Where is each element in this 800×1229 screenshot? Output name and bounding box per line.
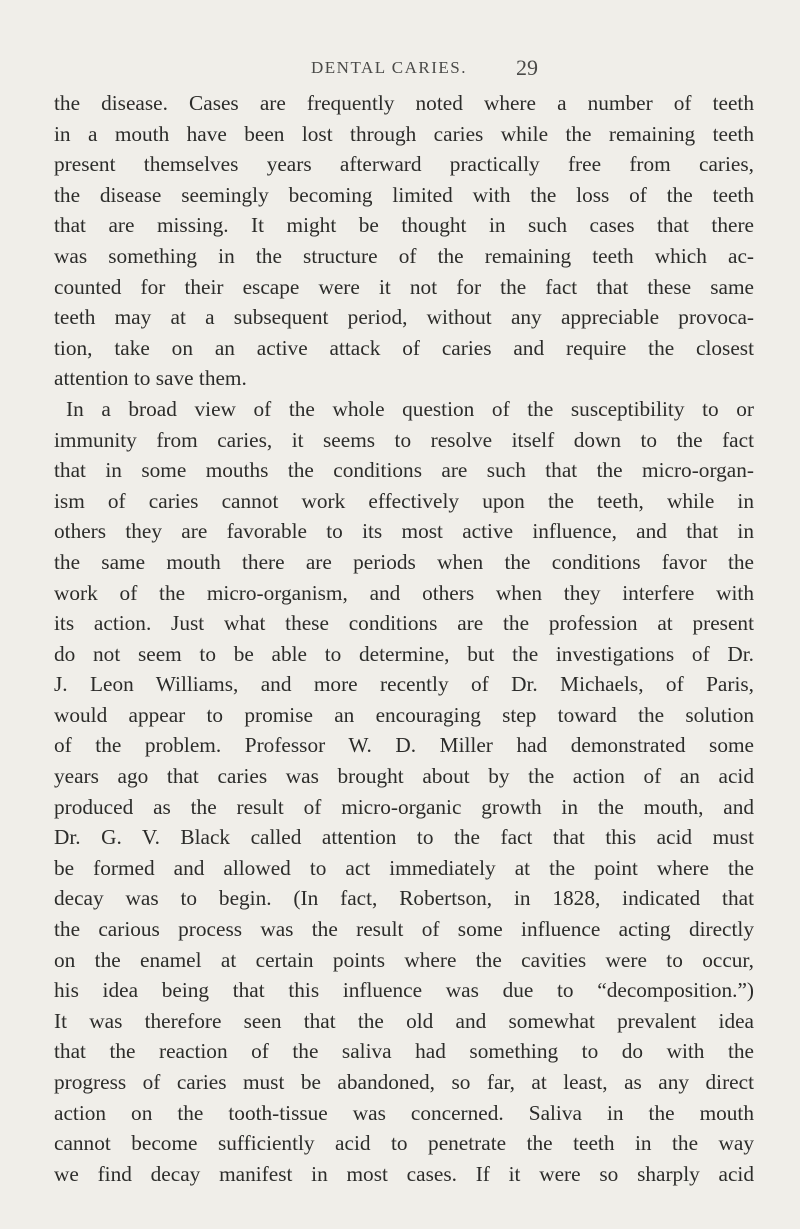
body-text bbox=[54, 88, 754, 1189]
running-title: DENTAL CARIES. bbox=[311, 58, 467, 77]
text-line: of the problem. Professor W. D. Miller had demonstrated some bbox=[54, 733, 754, 758]
text-line: would appear to promise an encouraging step toward the solution bbox=[54, 702, 754, 727]
text-line: work of the micro-organism, and others when they interfere with bbox=[54, 580, 754, 605]
text-line: cannot become sufficiently acid to penetrate the teeth in the way bbox=[54, 1131, 754, 1156]
text-line: in a mouth have been lost through caries while the remaining teeth bbox=[54, 121, 754, 146]
text-line: teeth may at a subsequent period, without any appreciable provoca- bbox=[54, 305, 754, 330]
text-line: was something in the structure of the remaining teeth which ac- bbox=[54, 243, 754, 268]
text-line: immunity from caries, it seems to resolve itself down to the fact bbox=[54, 427, 754, 452]
text-line: that the reaction of the saliva had something to do with the bbox=[54, 1039, 754, 1064]
text-line: the same mouth there are periods when the conditions favor the bbox=[54, 549, 754, 574]
text-line: Dr. G. V. Black called attention to the fact that this acid must bbox=[54, 825, 754, 850]
text-line: others they are favorable to its most active influence, and that in bbox=[54, 519, 754, 544]
text-line: his idea being that this influence was due to “decomposition.”) bbox=[54, 978, 754, 1003]
paragraph-start-line: In a broad view of the whole question of the susceptibility to or bbox=[66, 396, 754, 421]
text-line: decay was to begin. (In fact, Robertson, in 1828, indicated that bbox=[54, 886, 754, 911]
text-line: that in some mouths the conditions are such that the micro-organ- bbox=[54, 458, 754, 483]
text-line: that are missing. It might be thought in such cases that there bbox=[54, 213, 754, 238]
page-number: 29 bbox=[516, 55, 538, 80]
text-line: ism of caries cannot work effectively upon the teeth, while in bbox=[54, 488, 754, 513]
text-line: do not seem to be able to determine, but the investigations of Dr. bbox=[54, 641, 754, 666]
text-line: years ago that caries was brought about by the action of an acid bbox=[54, 764, 754, 789]
text-line: be formed and allowed to act immediately at the point where the bbox=[54, 855, 754, 880]
text-line: counted for their escape were it not for the fact that these same bbox=[54, 274, 754, 299]
text-line: the disease seemingly becoming limited with the loss of the teeth bbox=[54, 182, 754, 207]
text-line: we find decay manifest in most cases. If it were so sharply acid bbox=[54, 1161, 754, 1186]
text-line: It was therefore seen that the old and somewhat prevalent idea bbox=[54, 1008, 754, 1033]
text-line: J. Leon Williams, and more recently of Dr. Michaels, of Paris, bbox=[54, 672, 754, 697]
text-line: its action. Just what these conditions are the profession at present bbox=[54, 611, 754, 636]
text-line: produced as the result of micro-organic growth in the mouth, and bbox=[54, 794, 754, 819]
text-line: tion, take on an active attack of caries and require the closest bbox=[54, 335, 754, 360]
text-line: the disease. Cases are frequently noted where a number of teeth bbox=[54, 91, 754, 115]
running-head bbox=[0, 55, 800, 82]
text-line: on the enamel at certain points where the cavities were to occur, bbox=[54, 947, 754, 972]
text-line: the carious process was the result of some influence acting directly bbox=[54, 917, 754, 942]
text-line: action on the tooth-tissue was concerned. Saliva in the mouth bbox=[54, 1100, 754, 1125]
text-line: progress of caries must be abandoned, so far, at least, as any direct bbox=[54, 1070, 754, 1094]
text-line: present themselves years afterward practically free from caries, bbox=[54, 152, 754, 177]
text-line: attention to save them. bbox=[54, 366, 247, 391]
